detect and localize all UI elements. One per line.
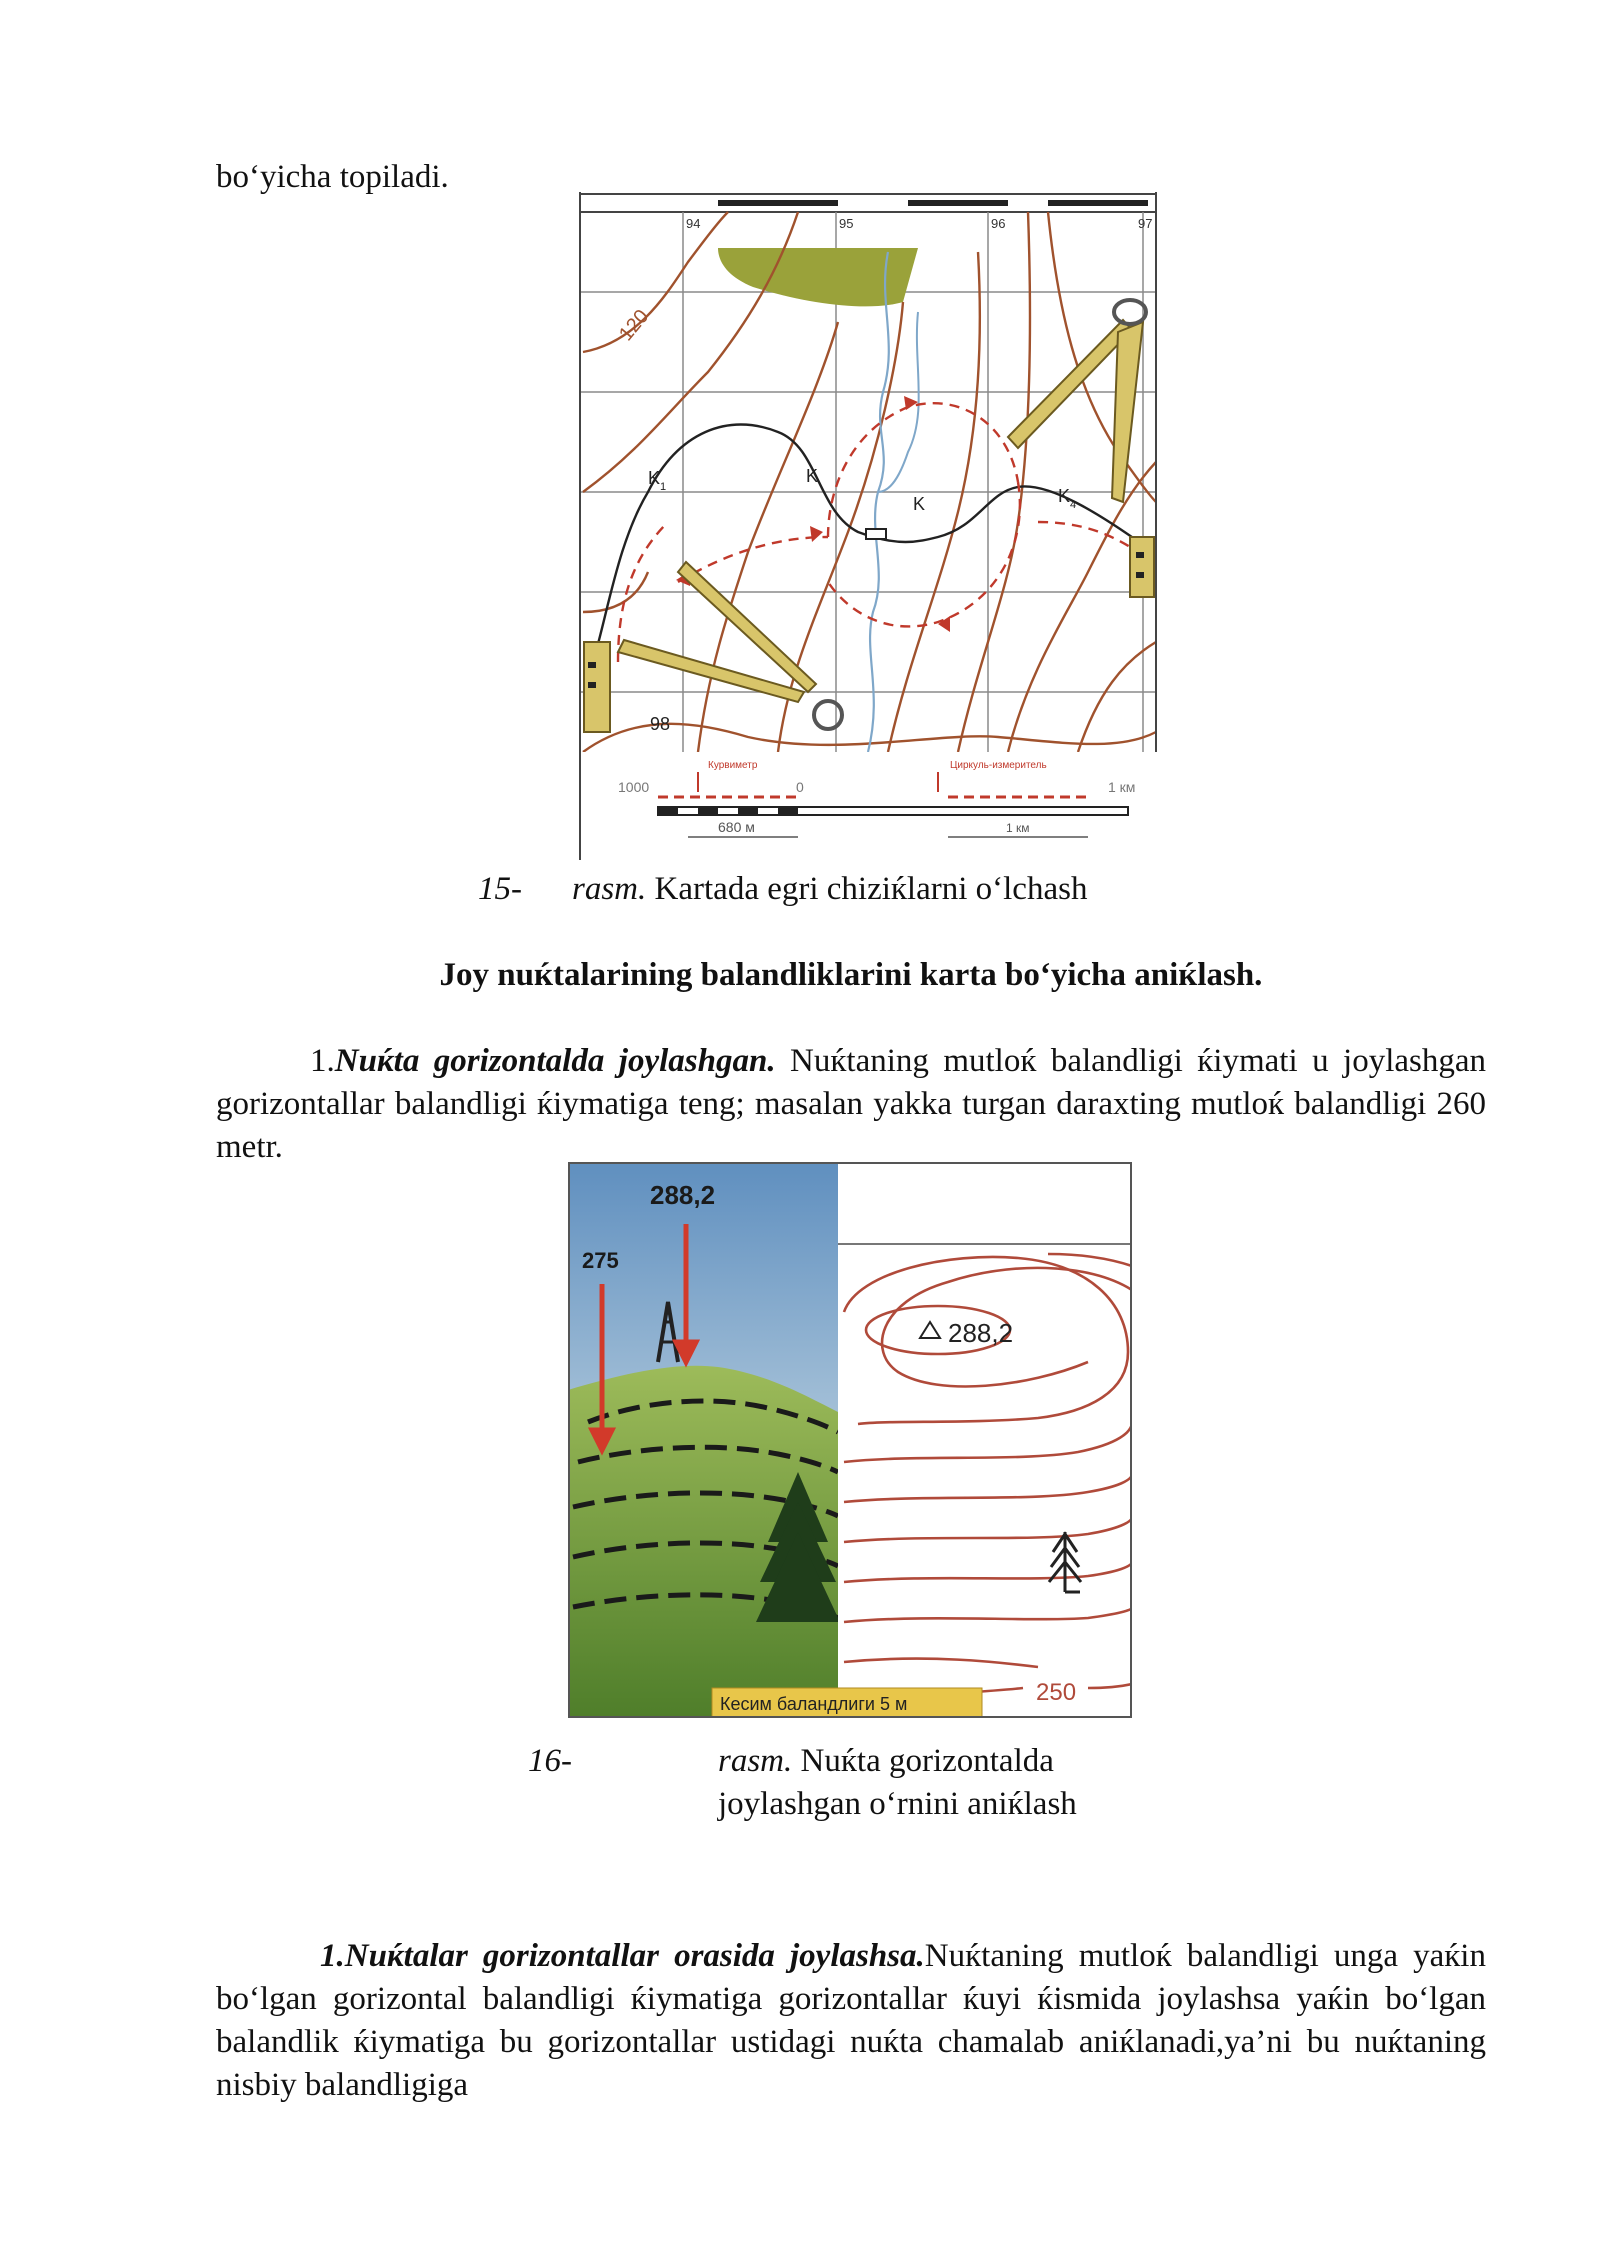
caption-16-number: 16- [528,1743,572,1779]
scale-label-divider: Циркуль-измеритель [950,760,1047,771]
top-text: bo‘yicha topiladi. [216,159,449,195]
map-peak-label: 288,2 [948,1318,1014,1348]
side-height-label: 275 [582,1248,619,1273]
paragraph-1-lead: Nuќta gorizontalda joylashgan. [334,1043,776,1079]
scale-number-1000: 1000 [618,779,650,795]
contour-value-label: 250 [1036,1679,1077,1706]
grid-number-97: 97 [1138,216,1153,231]
caption-15-word: rasm. [572,871,647,907]
scale-label-curvimeter: Курвиметр [708,760,758,771]
caption-16-line-2: joylashgan o‘rnini aniќlash [718,1786,1077,1822]
caption-16-line-1-text: Nuќta gorizontalda [800,1743,1054,1779]
caption-15-text: Kartada egri chiziќlarni o‘lchash [654,871,1088,907]
caption-15 [572,868,1087,911]
grid-number-94: 94 [686,216,701,231]
curve-label-k4-sub: 4 [1070,499,1077,511]
caption-16-line-1 [718,1740,1054,1783]
contour-label-120: 120 [614,305,654,346]
contour-label-98: 98 [650,714,671,734]
peak-height-label: 288,2 [650,1180,716,1210]
scale-distance-680: 680 м [718,819,755,835]
figure-16-hill [568,1162,1132,1718]
curve-label-k3: K [913,494,926,514]
paragraph-1-number: 1. [310,1043,335,1079]
curve-label-k4: K [1058,486,1071,506]
scale-number-km: 1 км [1108,779,1136,795]
section-height-legend-text: Кесим баландлиги 5 м [720,1694,908,1714]
paragraph-1-text: Nuќtaning mutloќ balandligi ќiymati u joylashgan gorizontallar balandligi ќiymatiga teng; masalan yakka turgan daraxting mutloќ balandligi 260 metr. [216,1043,1487,1165]
caption-16-word: rasm. [718,1743,793,1779]
scale-number-0: 0 [796,779,804,795]
grid-number-96: 96 [991,216,1006,231]
scale-distance-km: 1 км [1006,821,1030,835]
paragraph-2-text: Nuќtaning mutloќ balandligi unga yaќin bo‘lgan gorizontal balandligi ќiymatiga gorizontallar ќuyi ќismida joylashsa yaќin bo‘lgan balandlik ќiymatiga bu gorizontallar ustidagi nuќta chamalab aniќlanadi,ya’ni bu nuќtaning nisbiy balandligiga [216,1938,1486,2103]
paragraph-2-lead: 1.Nuќtalar gorizontallar orasida joylashsa. [320,1938,925,1974]
curve-label-k1-sub: 1 [660,481,667,493]
section-heading: Joy nuќtalarining balandliklarini karta bo‘yicha aniќlash. [439,957,1263,993]
scale-bar [658,807,1128,815]
caption-15-number: 15- [478,871,522,907]
grid-number-95: 95 [839,216,854,231]
figure-15-map [578,192,1158,860]
curve-label-k1: K [648,468,661,488]
paragraph-1 [216,1040,1486,1169]
curve-label-k2: K [806,466,819,486]
paragraph-2 [216,1935,1486,2107]
